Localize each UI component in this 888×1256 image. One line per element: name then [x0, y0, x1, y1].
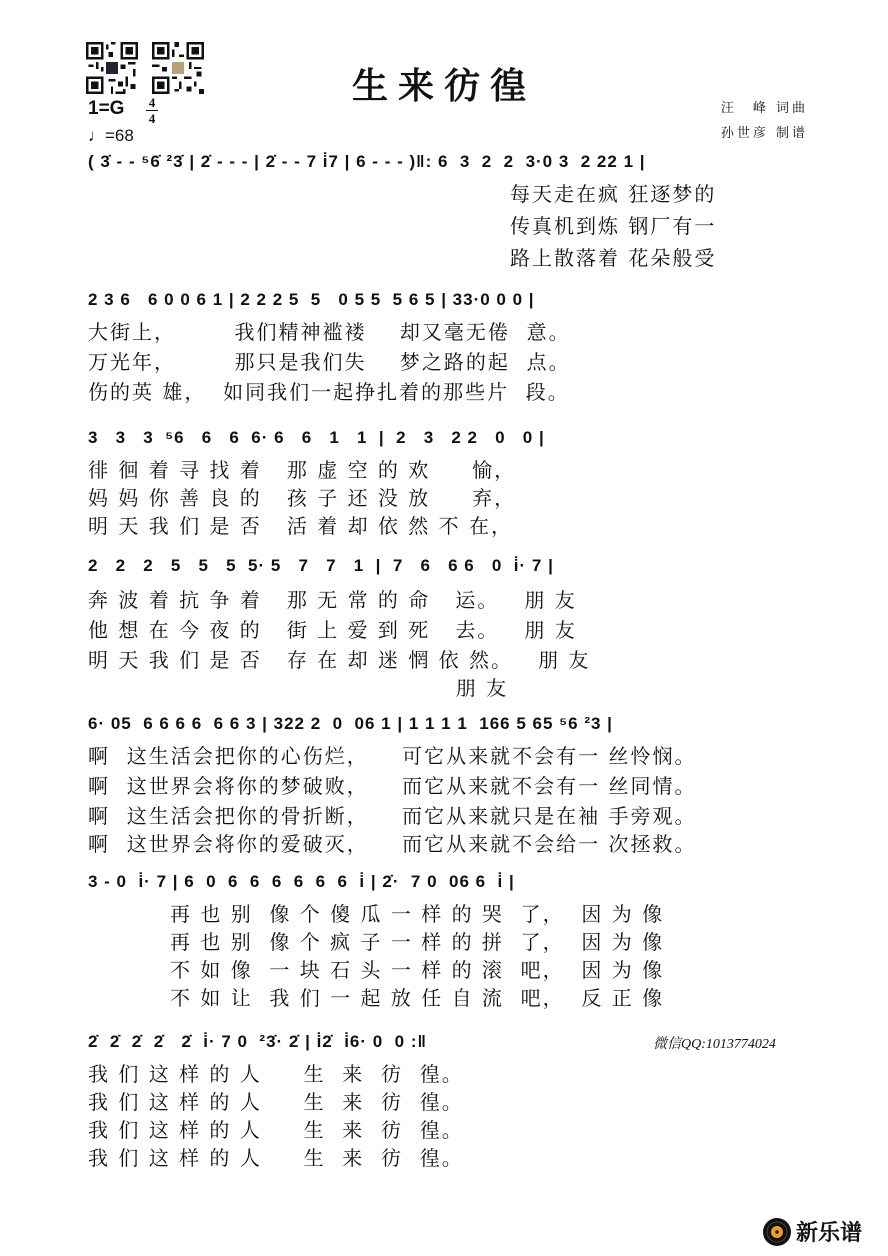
notation-line-2: 2 3 6 6 0 0 6 1 | 2 2 2 5 5 0 5 5 5 6 5 | 33·0 0 0 |	[88, 290, 535, 309]
lyric-line-2-verse-1: 大街上， 我们精神褴褛 却又毫无倦 意。	[88, 320, 571, 344]
lyric-line-4-verse-2: 他 想 在 今 夜 的 街 上 爱 到 死 去。 朋 友	[88, 618, 577, 642]
lyric-line-7-verse-1: 我 们 这 样 的 人 生 来 彷 徨。	[88, 1062, 464, 1086]
lyric-line-6-verse-1: 再 也 别 像 个 傻 瓜 一 样 的 哭 了， 因 为 像	[170, 902, 665, 926]
lyric-line-3-verse-1: 徘 徊 着 寻 找 着 那 虚 空 的 欢 愉，	[88, 458, 517, 482]
lyric-line-1-verse-2: 传真机到炼 钢厂有一	[510, 214, 717, 238]
lyric-line-1-verse-1: 每天走在疯 狂逐梦的	[510, 182, 717, 206]
lyric-line-4-verse-4: 朋 友	[88, 676, 509, 700]
lyric-line-5-verse-3: 啊 这生活会把你的骨折断， 而它从来就只是在袖 手旁观。	[88, 804, 697, 828]
lyric-line-4-verse-3: 明 天 我 们 是 否 存 在 却 迷 惘 依 然。 朋 友	[88, 648, 591, 672]
key-signature: 1=G	[88, 98, 125, 119]
lyric-line-6-verse-2: 再 也 别 像 个 疯 子 一 样 的 拼 了， 因 为 像	[170, 930, 665, 954]
notation-line-1: ( 3̇ - - ⁵6̇ ²3̇ | 2̇ - - - | 2̇ - - 7 i̇7 | 6 - - - )‖: 6 3 2 2 3·0 3 2 22 1 |	[88, 152, 646, 171]
lyric-line-6-verse-3: 不 如 像 一 块 石 头 一 样 的 滚 吧， 因 为 像	[170, 958, 665, 982]
contact-watermark: 微信QQ:1013774024	[653, 1037, 776, 1052]
lyric-line-5-verse-1: 啊 这生活会把你的心伤烂， 可它从来就不会有一 丝怜悯。	[88, 744, 697, 768]
lyric-line-1-verse-3: 路上散落着 花朵般受	[510, 246, 717, 270]
tempo-marking: ♩=68	[88, 126, 134, 145]
notation-line-5: 6· 05 6 6 6 6 6 6 3 | 322 2 0 06 1 | 1 1 1 1 166 5 65 ⁵6 ²3 |	[88, 714, 613, 733]
lyric-line-3-verse-3: 明 天 我 们 是 否 活 着 却 依 然 不 在，	[88, 514, 514, 538]
lyric-line-3-verse-2: 妈 妈 你 善 良 的 孩 子 还 没 放 弃，	[88, 486, 517, 510]
lyric-line-2-verse-3: 伤的英 雄， 如同我们一起挣扎着的那些片 段。	[88, 380, 570, 404]
lyric-line-2-verse-2: 万光年， 那只是我们失 梦之路的起 点。	[88, 350, 571, 374]
logo-text: 新乐谱	[796, 1221, 863, 1246]
lyric-line-7-verse-2: 我 们 这 样 的 人 生 来 彷 徨。	[88, 1090, 464, 1114]
notation-line-7: 2̇ 2̇ 2̇ 2̇ 2̇ i̇· 7 0 ²3̇· 2̇ | i̇2̇ i̇6· 0 0 :‖	[88, 1032, 427, 1051]
lyric-line-5-verse-2: 啊 这世界会将你的梦破败， 而它从来就不会有一 丝同情。	[88, 774, 697, 798]
lyric-line-7-verse-3: 我 们 这 样 的 人 生 来 彷 徨。	[88, 1118, 464, 1142]
song-title: 生来彷徨	[351, 65, 536, 107]
lyric-line-6-verse-4: 不 如 让 我 们 一 起 放 任 自 流 吧， 反 正 像	[170, 986, 665, 1010]
credit-arranger: 孙世彦 制谱	[720, 126, 808, 141]
time-signature: 4 4	[146, 96, 158, 125]
vinyl-record-icon	[762, 1217, 792, 1247]
notation-line-6: 3 - 0 i̇· 7 | 6 0 6 6 6 6 6 6 i̇ | 2̇· 7 0 06 6 i̇ |	[88, 872, 515, 891]
notation-line-4: 2 2 2 5 5 5 5· 5 7 7 1 | 7 6 6 6 0 i̇· 7 |	[88, 556, 554, 575]
lyric-line-7-verse-4: 我 们 这 样 的 人 生 来 彷 徨。	[88, 1146, 464, 1170]
notation-line-3: 3 3 3 ⁵6 6 6 6· 6 6 1 1 | 2 3 2 2 0 0 |	[88, 428, 545, 447]
lyric-line-4-verse-1: 奔 波 着 抗 争 着 那 无 常 的 命 运。 朋 友	[88, 588, 577, 612]
lyric-line-5-verse-4: 啊 这世界会将你的爱破灭， 而它从来就不会给一 次拯救。	[88, 832, 697, 856]
site-logo	[762, 1216, 862, 1247]
credit-lyrics-music: 汪 峰 词曲	[720, 101, 808, 116]
